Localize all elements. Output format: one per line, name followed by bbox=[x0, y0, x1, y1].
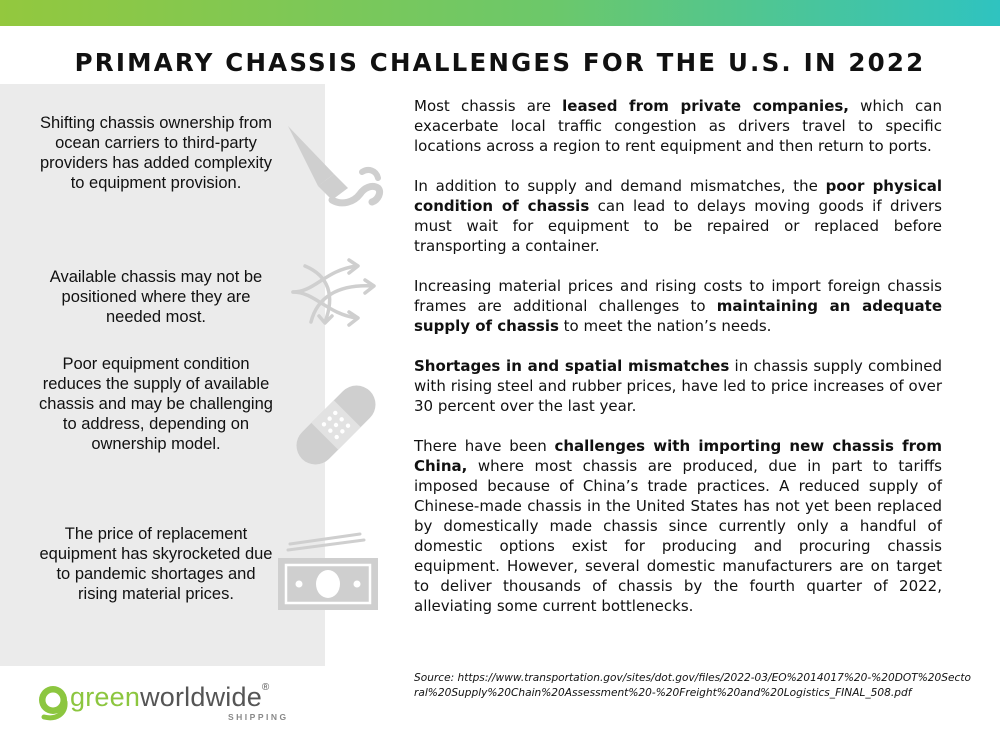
paragraph-china bbox=[414, 436, 942, 616]
bold-span: Shortages in and spatial mismatches bbox=[414, 357, 730, 375]
bold-span: leased from private companies, bbox=[562, 97, 849, 115]
sidebar-item-positioning: Available chassis may not be positioned where they are needed most. bbox=[49, 268, 263, 326]
bandage-icon bbox=[286, 380, 386, 470]
paragraph-condition bbox=[414, 176, 942, 256]
top-gradient-bar bbox=[0, 0, 1000, 26]
sidebar-panel bbox=[0, 84, 325, 666]
text-span: Most chassis are bbox=[414, 97, 563, 115]
text-span: where most chassis are produced, due in part to tariffs imposed because of China’s trade practices. A reduced supply of Chinese-made chassis in the United States has not yet been replaced by domestically made chassis since currently only a handful of domestic options exist for producing and procuring chassis equipment. However, several domestic manufacturers are on target to deliver thousands of chassis by the fourth quarter of 2022, alleviating some current bottlenecks. bbox=[414, 457, 942, 615]
scatter-arrows-icon bbox=[285, 252, 380, 332]
paragraph-leasing bbox=[414, 96, 942, 156]
text-span: There have been bbox=[414, 437, 555, 455]
company-logo[interactable] bbox=[70, 682, 270, 713]
pen-nib-icon bbox=[282, 118, 397, 228]
logo-subtitle: SHIPPING bbox=[228, 712, 289, 722]
source-citation: Source: https://www.transportation.gov/sites/dot.gov/files/2022-03/EO%2014017%20-%20DOT%20Sectoral%20Supply%20Chain%20Assessment%20-%20Freight%20and%20Logistics_FINAL_508.pdf bbox=[414, 672, 971, 699]
main-text bbox=[414, 96, 942, 636]
money-stack-icon bbox=[272, 530, 384, 616]
paragraph-shortages bbox=[414, 356, 942, 416]
sidebar-item-price: The price of replacement equipment has skyrocketed due to pandemic shortages and rising material prices. bbox=[39, 525, 273, 603]
logo-gray-text: worldwide bbox=[140, 682, 262, 712]
text-span: to meet the nation’s needs. bbox=[558, 317, 772, 335]
sidebar-item-condition: Poor equipment condition reduces the supply of available chassis and may be challenging to address, depending on ownership model. bbox=[39, 355, 273, 453]
bold-span: challenges with importing new chassis from China, bbox=[414, 437, 942, 475]
text-span: in chassis supply combined with rising steel and rubber prices, have led to price increases of over 30 percent over the last year. bbox=[414, 357, 942, 415]
bold-span: maintaining an adequate supply of chassis bbox=[414, 297, 942, 335]
bold-span: poor physical condition of chassis bbox=[414, 177, 942, 215]
sidebar-item-ownership: Shifting chassis ownership from ocean carriers to third-party providers has added complexity to equipment provision. bbox=[39, 114, 273, 192]
paragraph-supply bbox=[414, 276, 942, 336]
page-title: PRIMARY CHASSIS CHALLENGES FOR THE U.S. IN 2022 bbox=[74, 48, 926, 77]
text-span: Increasing material prices and rising costs to import foreign chassis frames are additional challenges to bbox=[414, 277, 942, 315]
logo-green-text: green bbox=[70, 682, 141, 712]
text-span: which can exacerbate local traffic congestion as drivers travel to specific locations across a region to rent equipment and then return to ports. bbox=[414, 97, 942, 155]
logo-registered-mark: ® bbox=[261, 682, 270, 693]
text-span: In addition to supply and demand mismatches, the bbox=[414, 177, 826, 195]
g-logo-icon bbox=[36, 684, 70, 722]
text-span: can lead to delays moving goods if drivers must wait for equipment to be repaired or replaced before transporting a container. bbox=[414, 197, 942, 255]
